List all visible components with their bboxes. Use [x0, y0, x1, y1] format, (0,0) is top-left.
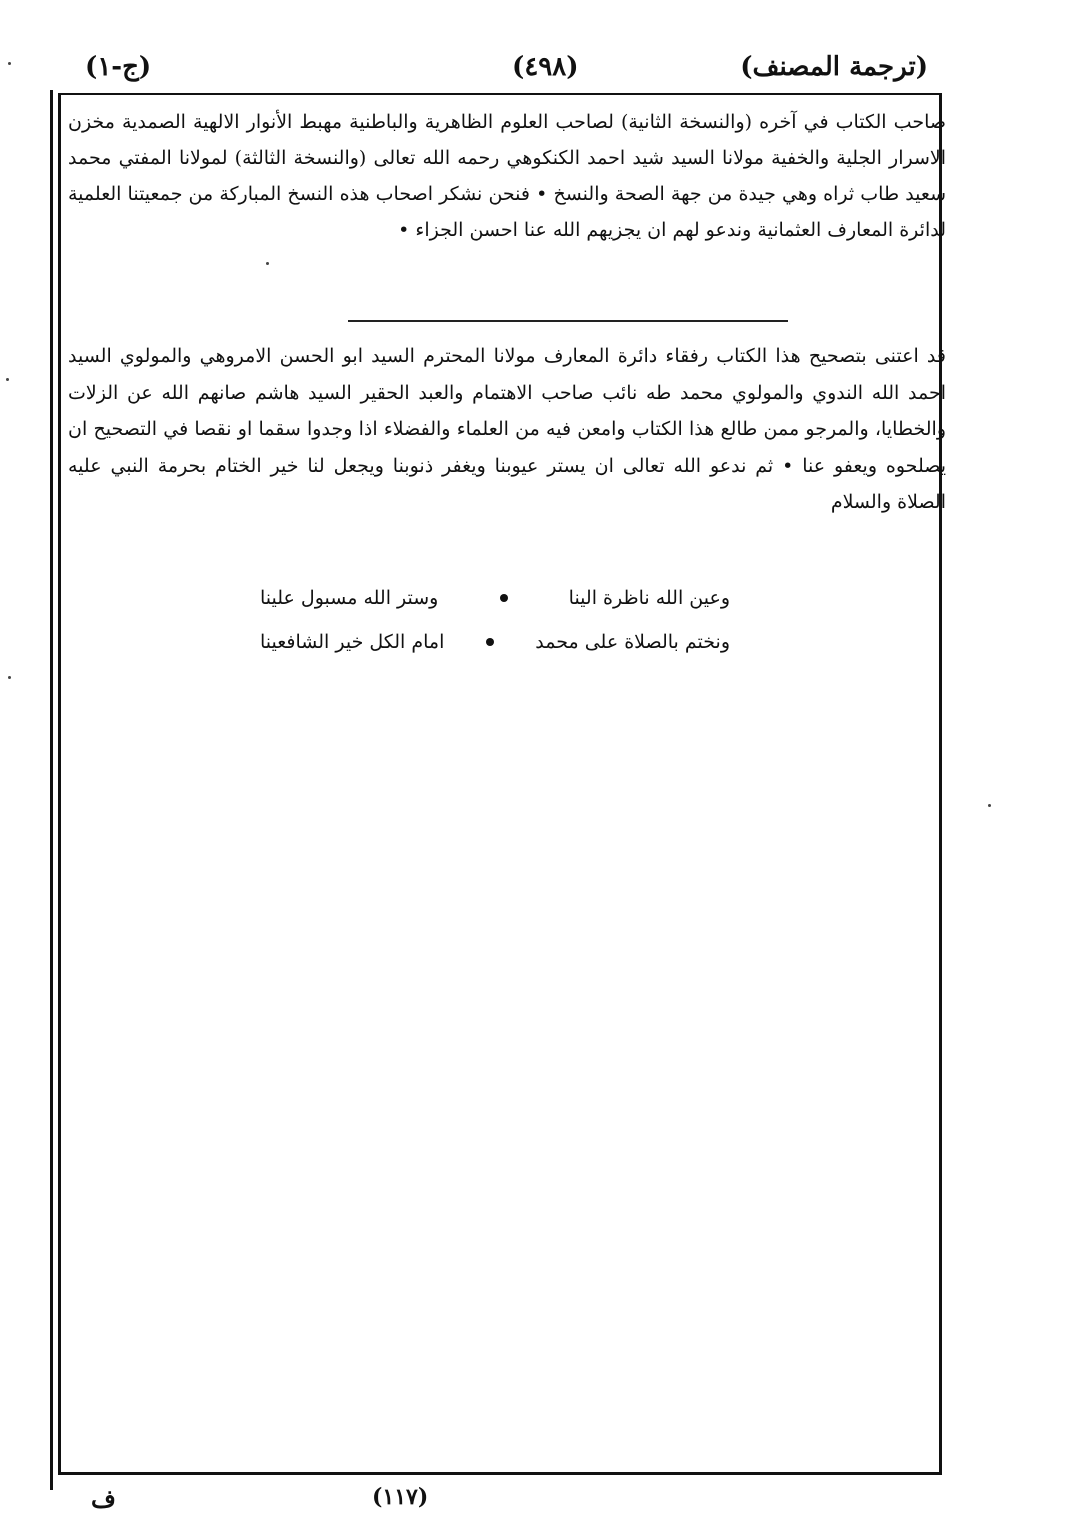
paragraph-corrections: قد اعتنى بتصحيح هذا الكتاب رفقاء دائرة المعارف مولانا المحترم السيد ابو الحسن الامروهي والمولوي السيد احمد الله الندوي والمولوي محمد طه نائب صاحب الاهتمام والعبد الحقير السيد هاشم صانهم الله عن الزلات والخطايا، والمرجو ممن طالع هذا الكتاب وامعن فيه من العلماء والفضلاء اذا وجدوا سقما او نقصا في التصحيح ان يصلحوه ويعفو عنا • ثم ندعو الله تعالى ان يستر عيوبنا ويغفر ذنوبنا ويجعل لنا خير الختام بحرمة النبي عليه الصلاة والسلام	[68, 345, 946, 513]
closing-verses	[260, 576, 730, 664]
volume-label: (ج-١)	[85, 52, 152, 82]
page-frame	[58, 93, 942, 1475]
verse-separator-dot	[500, 594, 508, 602]
verse-first-hemistich: ونختم بالصلاة على محمد	[535, 631, 730, 653]
page-footer	[0, 1484, 1068, 1520]
scan-speck	[6, 378, 9, 381]
signature-letter: ف	[91, 1484, 116, 1513]
page-number: (٤٩٨)	[512, 52, 579, 82]
verse-line	[260, 620, 730, 664]
scan-speck	[988, 804, 991, 807]
scan-speck	[8, 62, 11, 65]
verse-line	[260, 576, 730, 620]
scan-speck	[266, 262, 269, 265]
verse-second-hemistich: امام الكل خير الشافعينا	[260, 631, 445, 653]
paragraph-manuscripts: صاحب الكتاب في آخره (والنسخة الثانية) لصاحب العلوم الظاهرية والباطنية مهبط الأنوار الالهية الصمدية مخزن الاسرار الجلية والخفية مولانا السيد شيد احمد الكنكوهي رحمه الله تعالى (والنسخة الثالثة) لمولانا المفتي محمد سعيد طاب ثراه وهي جيدة من جهة الصحة والنسخ • فنحن نشكر اصحاب هذه النسخ المباركة من جمعيتنا العلمية لدائرة المعارف العثمانية وندعو لهم ان يجزيهم الله عنا احسن الجزاء •	[68, 111, 946, 241]
page-header	[60, 52, 940, 92]
sheet-number: (١١٧)	[372, 1484, 429, 1510]
verse-second-hemistich: وستر الله مسبول علينا	[260, 587, 439, 609]
section-divider	[348, 320, 788, 322]
main-text-block	[68, 104, 946, 284]
verse-first-hemistich: وعين الله ناظرة الينا	[568, 587, 730, 609]
verse-separator-dot	[486, 638, 494, 646]
section-title: (ترجمة المصنف)	[740, 52, 928, 82]
frame-left-rule	[50, 90, 53, 1490]
correction-text-block	[68, 338, 946, 521]
scan-speck	[8, 676, 11, 679]
